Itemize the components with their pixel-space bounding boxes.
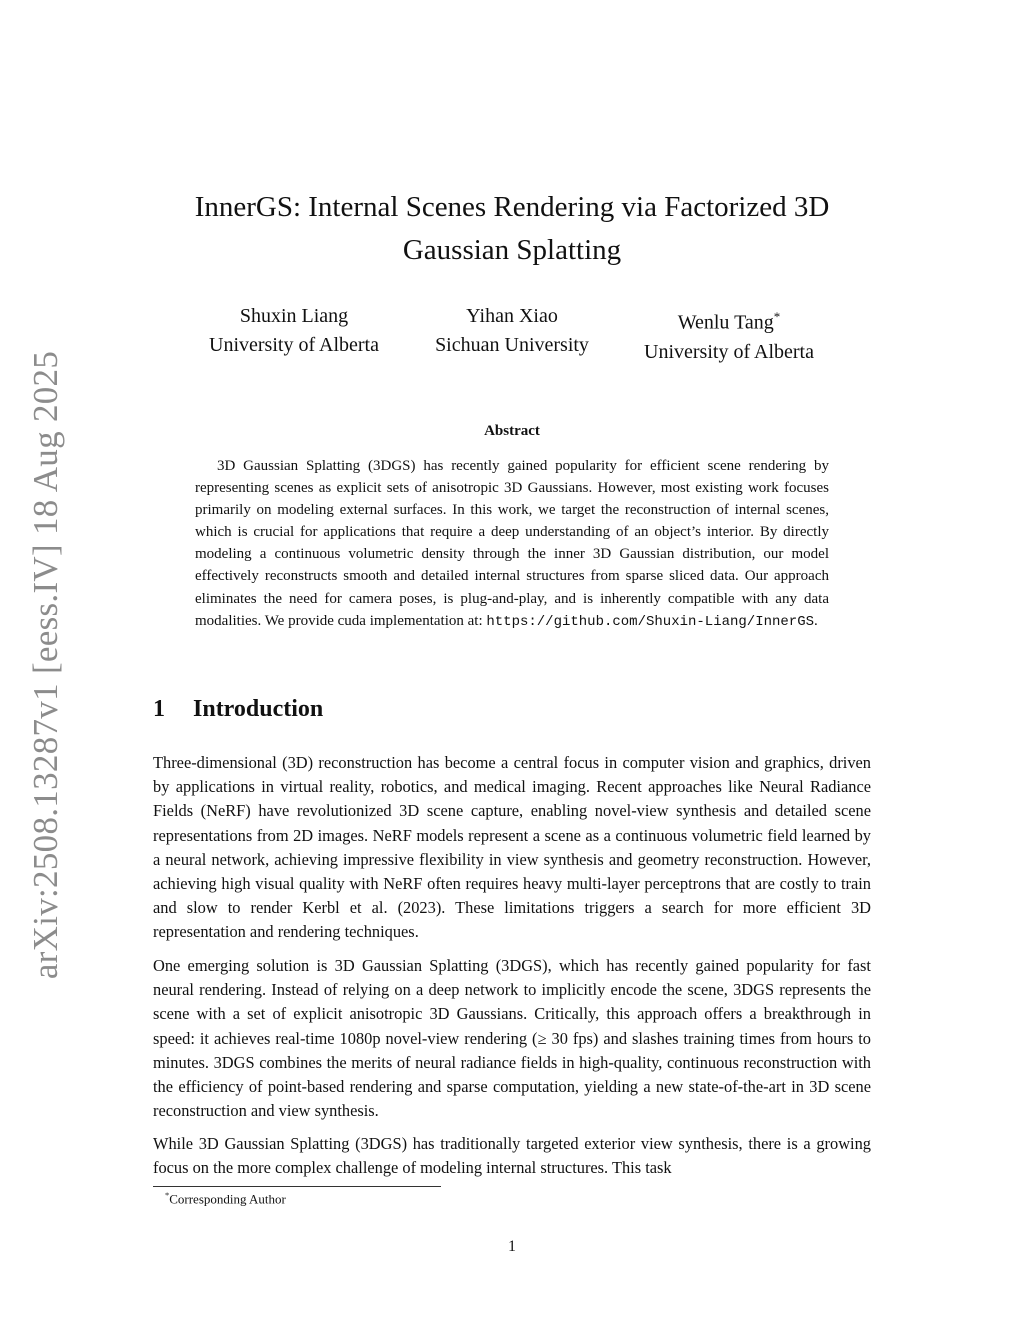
section-heading-introduction — [153, 696, 323, 723]
code-link[interactable]: https://github.com/Shuxin-Liang/InnerGS — [486, 613, 815, 630]
author-affiliation: University of Alberta — [644, 340, 814, 363]
title-line-1: InnerGS: Internal Scenes Rendering via Factorized 3D — [194, 191, 830, 223]
arxiv-identifier-stamp: arXiv:2508.13287v1 [eess.IV] 18 Aug 2025 — [26, 350, 65, 980]
abstract-heading: Abstract — [484, 423, 540, 439]
intro-paragraph-3: While 3D Gaussian Splatting (3DGS) has traditionally targeted exterior view synthesis, there is a growing focus on the more complex challenge of modeling internal structures. This task — [153, 1134, 871, 1178]
paper-title — [150, 186, 874, 272]
intro-paragraph-1: Three-dimensional (3D) reconstruction has become a central focus in computer vision and graphics, driven by applications in virtual reality, robotics, and medical imaging. Recent approaches like Neural Radiance Fields (NeRF) have revolutionized 3D scene capture, enabling novel-view synthesis and detailed scene representations from 2D images. NeRF models represent a scene as a continuous volumetric field learned by a neural network, achieving impressive flexibility in view synthesis and geometry reconstruction. However, achieving high visual quality with NeRF often requires heavy multi-layer perceptrons that are costly to train and slow to render Kerbl et al. (2023). These limitations triggers a search for more efficient 3D representation and rendering techniques. — [153, 753, 871, 942]
page-number: 1 — [508, 1238, 516, 1255]
abstract-text: 3D Gaussian Splatting (3DGS) has recently gained popularity for efficient scene rendering by representing scenes as explicit sets of anisotropic 3D Gaussians. However, most existing work focuses primarily on modeling external surfaces. In this work, we target the reconstruction of internal scenes, which is crucial for applications that require a deep understanding of an object’s interior. By directly modeling a continuous volumetric density through the inner 3D Gaussian distribution, our model effectively reconstructs smooth and detailed internal structures from sparse sliced data. Our approach eliminates the need for camera poses, is plug-and-play, and is inherently compatible with any data modalities. We provide cuda implementation at: https://github.com/Shuxin-Liang/InnerGS. — [195, 458, 829, 630]
footnote-mark: * — [165, 1190, 170, 1200]
author-name: Yihan Xiao — [466, 305, 558, 327]
section-title: Introduction — [193, 696, 324, 722]
author-name: Shuxin Liang — [239, 305, 349, 327]
corresponding-author-mark: * — [773, 309, 781, 324]
author-affiliation: University of Alberta — [209, 334, 379, 356]
footnote-text: Corresponding Author — [169, 1191, 286, 1207]
author-block-1 — [194, 302, 394, 360]
author-block-3 — [628, 302, 830, 367]
title-line-2: Gaussian Splatting — [402, 234, 622, 266]
author-name: Wenlu Tang* — [677, 309, 781, 334]
footnote — [165, 1190, 286, 1207]
footnote-divider — [153, 1186, 441, 1187]
intro-paragraph-2: One emerging solution is 3D Gaussian Splatting (3DGS), which has recently gained popularity for fast neural rendering. Instead of relying on a deep network to implicitly encode the scene, 3DGS represents the scene with a set of explicit anisotropic 3D Gaussians. Critically, this approach offers a breakthrough in speed: it achieves real-time 1080p novel-view rendering (≥ 30 fps) and slashes training times from hours to minutes. 3DGS combines the merits of neural radiance fields in high-quality, continuous reconstruction with the efficiency of point-based rendering and sparse computation, yielding a new state-of-the-art in 3D scene reconstruction and view synthesis. — [153, 956, 871, 1121]
author-block-2 — [420, 302, 604, 360]
section-number: 1 — [153, 696, 165, 722]
author-affiliation: Sichuan University — [435, 334, 589, 356]
